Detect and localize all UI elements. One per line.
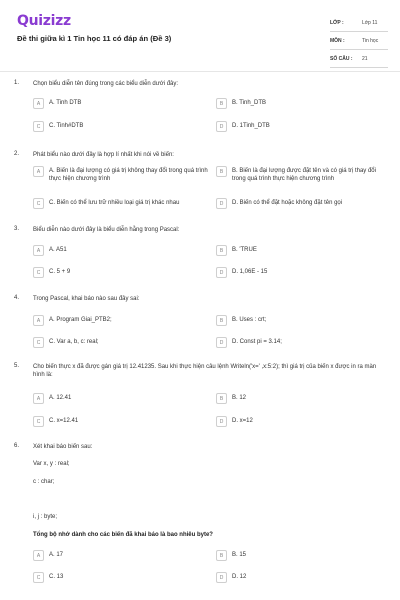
option-b[interactable]	[216, 550, 391, 562]
option-badge: A	[33, 166, 44, 177]
option-badge: C	[33, 572, 44, 583]
option-badge: A	[33, 315, 44, 326]
option-badge: C	[33, 337, 44, 348]
question-number: 4.	[14, 295, 20, 301]
option-text: D. 1,06E - 15	[232, 269, 268, 275]
question-text: Chọn biểu diễn tên đúng trong các biểu diễn dưới đây:	[33, 81, 179, 87]
option-badge: C	[33, 121, 44, 132]
option-c[interactable]	[33, 267, 208, 279]
option-text: C. Tinh#DTB	[49, 123, 84, 129]
meta-value: 21	[362, 55, 368, 62]
meta-row-count	[330, 50, 388, 68]
code-line: i, j : byte;	[33, 514, 58, 520]
code-line: c : char;	[33, 479, 55, 485]
option-badge: C	[33, 416, 44, 427]
option-b[interactable]	[216, 245, 391, 257]
option-badge: A	[33, 245, 44, 256]
option-badge: B	[216, 98, 227, 109]
option-badge: B	[216, 393, 227, 404]
option-text: D. Const pi = 3.14;	[232, 339, 282, 345]
option-text: D. Biến có thể đặt hoặc không đặt tên gọi	[232, 200, 343, 206]
option-c[interactable]	[33, 121, 208, 133]
header-divider	[0, 71, 400, 72]
option-text: A. 17	[49, 552, 64, 558]
option-d[interactable]	[216, 121, 391, 133]
option-text: A. Biến là đại lượng có giá trị không thay đổi trong quá trình thực hiện chương trình	[49, 168, 208, 182]
option-text: B. Biến là đại lượng được đặt tên và có giá trị thay đổi trong quá trình thực hiện chương trình	[232, 168, 376, 182]
option-text: B. Uses : crt;	[232, 317, 267, 323]
option-b[interactable]	[216, 393, 391, 405]
option-badge: A	[33, 98, 44, 109]
question-text: Biểu diễn nào dưới đây là biểu diễn hằng trong Pascal:	[33, 227, 180, 233]
option-a[interactable]	[33, 393, 208, 405]
question-prompt: Tổng bộ nhớ dành cho các biến đã khai báo là bao nhiêu byte?	[33, 532, 213, 538]
option-badge: D	[216, 337, 227, 348]
option-b[interactable]	[216, 166, 391, 188]
option-badge: D	[216, 416, 227, 427]
meta-panel	[330, 14, 388, 68]
option-text: C. 13	[49, 574, 64, 580]
option-b[interactable]	[216, 98, 391, 110]
option-a[interactable]	[33, 315, 208, 327]
option-text: C. Var a, b, c: real;	[49, 339, 99, 345]
option-text: D. x=12	[232, 418, 253, 424]
option-text: A. 12.41	[49, 395, 72, 401]
meta-value: Lớp 11	[362, 19, 378, 26]
option-c[interactable]	[33, 337, 208, 349]
option-badge: D	[216, 572, 227, 583]
option-badge: A	[33, 393, 44, 404]
option-badge: B	[216, 315, 227, 326]
option-badge: D	[216, 267, 227, 278]
option-b[interactable]	[216, 315, 391, 327]
option-d[interactable]	[216, 337, 391, 349]
question-text: Xét khai báo biến sau:	[33, 444, 93, 450]
option-text: B. 'TRUE	[232, 247, 257, 253]
option-text: C. Biến có thể lưu trữ nhiều loại giá trị khác nhau	[49, 200, 180, 206]
question-text: Trong Pascal, khai báo nào sau đây sai:	[33, 296, 140, 302]
question-number: 6.	[14, 443, 20, 449]
option-a[interactable]	[33, 166, 208, 188]
meta-label: LỚP :	[330, 19, 344, 26]
option-c[interactable]	[33, 416, 208, 428]
question-number: 2.	[14, 151, 20, 157]
option-badge: D	[216, 198, 227, 209]
option-badge: D	[216, 121, 227, 132]
option-badge: C	[33, 267, 44, 278]
option-text: D. 12	[232, 574, 247, 580]
option-d[interactable]	[216, 572, 391, 584]
option-text: B. 12	[232, 395, 247, 401]
option-text: C. 5 + 9	[49, 269, 71, 275]
question-number: 3.	[14, 226, 20, 232]
question-text: Cho biến thực x đã được gán giá trị 12.41235. Sau khi thực hiện câu lệnh Writeln('x=' ,x:5:2); thì giá trị của biến x được in ra màn hình là:	[33, 364, 377, 378]
meta-row-class	[330, 14, 388, 32]
code-line: Var x, y : real;	[33, 461, 70, 467]
option-a[interactable]	[33, 245, 208, 257]
option-c[interactable]	[33, 198, 208, 210]
meta-value: Tin học	[362, 37, 379, 44]
option-text: C. x=12.41	[49, 418, 79, 424]
quizizz-logo: Quizizz	[17, 13, 71, 29]
question-number: 5.	[14, 363, 20, 369]
option-c[interactable]	[33, 572, 208, 584]
option-text: A. Tinh DTB	[49, 100, 82, 106]
question-number: 1.	[14, 80, 20, 86]
option-text: A. A51	[49, 247, 67, 253]
option-a[interactable]	[33, 98, 208, 110]
option-a[interactable]	[33, 550, 208, 562]
option-text: B. 15	[232, 552, 247, 558]
option-badge: C	[33, 198, 44, 209]
option-badge: A	[33, 550, 44, 561]
page-title: Đề thi giữa kì 1 Tin học 11 có đáp án (Đề 3)	[17, 34, 172, 43]
option-d[interactable]	[216, 416, 391, 428]
question-text: Phát biểu nào dưới đây là hợp lí nhất khi nói về biến:	[33, 152, 174, 158]
option-badge: B	[216, 550, 227, 561]
meta-label: MÔN :	[330, 37, 345, 44]
option-text: D. 1Tinh_DTB	[232, 123, 270, 129]
option-d[interactable]	[216, 198, 391, 210]
meta-row-subject	[330, 32, 388, 50]
option-badge: B	[216, 166, 227, 177]
option-badge: B	[216, 245, 227, 256]
option-text: B. Tinh_DTB	[232, 100, 267, 106]
meta-label: SỐ CÂU :	[330, 55, 353, 62]
option-text: A. Program Giai_PTB2;	[49, 317, 112, 323]
option-d[interactable]	[216, 267, 391, 279]
